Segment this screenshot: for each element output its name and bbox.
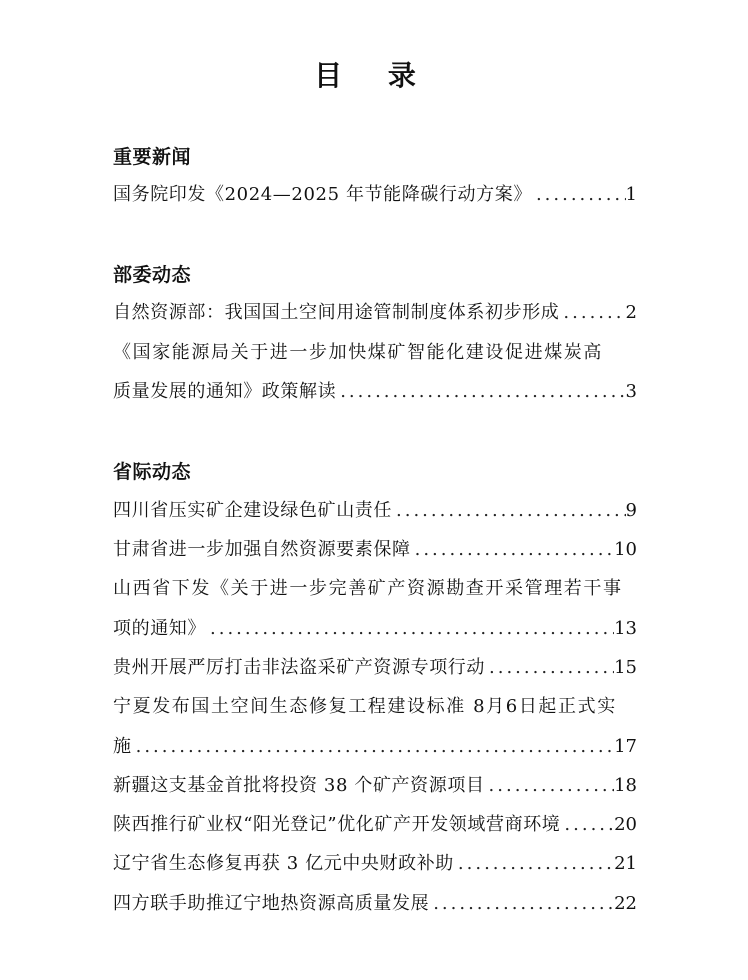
- toc-entry[interactable]: [113, 496, 637, 526]
- dot-leader: [336, 377, 625, 407]
- toc-entry-page: 21: [614, 853, 637, 874]
- dot-leader: [485, 771, 615, 801]
- toc-entry[interactable]: [113, 849, 637, 879]
- toc-entry-page: 3: [625, 381, 637, 402]
- toc-entry-title: 甘肃省进一步加强自然资源要素保障: [113, 539, 411, 560]
- dot-leader: [392, 496, 626, 526]
- toc-entry-continuation[interactable]: [113, 377, 637, 407]
- dot-leader: [206, 614, 614, 644]
- dot-leader: [454, 849, 614, 879]
- toc-entry-title-line2: 质量发展的通知》政策解读: [113, 381, 337, 402]
- toc-entry-page: 13: [614, 618, 637, 639]
- section-heading-provincial-news: 省际动态: [113, 461, 192, 483]
- dot-leader: [532, 180, 626, 210]
- toc-entry-title: 贵州开展严厉打击非法盗采矿产资源专项行动: [113, 657, 485, 678]
- toc-entry[interactable]: [113, 338, 637, 368]
- dot-leader: [559, 298, 625, 328]
- toc-entry-title-line2: 项的通知》: [113, 618, 206, 639]
- toc-entry-title: 四川省压实矿企建设绿色矿山责任: [113, 500, 392, 521]
- toc-entry[interactable]: [113, 771, 637, 801]
- dot-leader: [485, 653, 614, 683]
- toc-entry[interactable]: [113, 810, 637, 840]
- toc-entry[interactable]: [113, 298, 637, 328]
- dot-leader: [411, 535, 614, 565]
- toc-entry[interactable]: [113, 889, 637, 919]
- toc-entry-continuation[interactable]: [113, 732, 637, 762]
- toc-entry-title-line1: 山西省下发《关于进一步完善矿产资源勘查开采管理若干事: [113, 578, 623, 599]
- toc-entry-page: 1: [625, 184, 637, 205]
- toc-entry-title: 四方联手助推辽宁地热资源高质量发展: [113, 893, 430, 914]
- toc-entry-title: 辽宁省生态修复再获 3 亿元中央财政补助: [113, 853, 454, 874]
- dot-leader: [132, 732, 614, 762]
- toc-entry[interactable]: [113, 653, 637, 683]
- toc-entry-title-line2: 施: [113, 736, 132, 757]
- page-title: 目 录: [314, 59, 434, 92]
- toc-entry-page: 2: [625, 302, 637, 323]
- toc-entry-continuation[interactable]: [113, 614, 637, 644]
- toc-entry-title: 新疆这支基金首批将投资 38 个矿产资源项目: [113, 775, 485, 796]
- section-heading-important-news: 重要新闻: [113, 146, 192, 168]
- toc-entry-title-line1: 宁夏发布国土空间生态修复工程建设标准 8月6日起正式实: [113, 696, 617, 717]
- toc-entry[interactable]: [113, 574, 637, 604]
- dot-leader: [429, 889, 614, 919]
- toc-entry-page: 18: [614, 775, 637, 796]
- toc-entry-title: 国务院印发《2024—2025 年节能降碳行动方案》: [113, 184, 532, 205]
- toc-entry[interactable]: [113, 692, 637, 722]
- toc-entry-page: 17: [614, 736, 637, 757]
- toc-entry-page: 15: [614, 657, 637, 678]
- toc-entry-page: 9: [625, 500, 637, 521]
- toc-entry[interactable]: [113, 535, 637, 565]
- toc-entry-title: 自然资源部：我国国土空间用途管制制度体系初步形成: [113, 302, 560, 323]
- dot-leader: [560, 810, 614, 840]
- toc-entry-page: 22: [614, 893, 637, 914]
- toc-entry-title-line1: 《国家能源局关于进一步加快煤矿智能化建设促进煤炭高: [113, 342, 603, 363]
- toc-entry-page: 10: [614, 539, 637, 560]
- toc-entry-page: 20: [614, 814, 637, 835]
- toc-entry[interactable]: [113, 180, 637, 210]
- section-heading-ministry-news: 部委动态: [113, 264, 192, 286]
- toc-entry-title: 陕西推行矿业权“阳光登记”优化矿产开发领域营商环境: [113, 814, 561, 835]
